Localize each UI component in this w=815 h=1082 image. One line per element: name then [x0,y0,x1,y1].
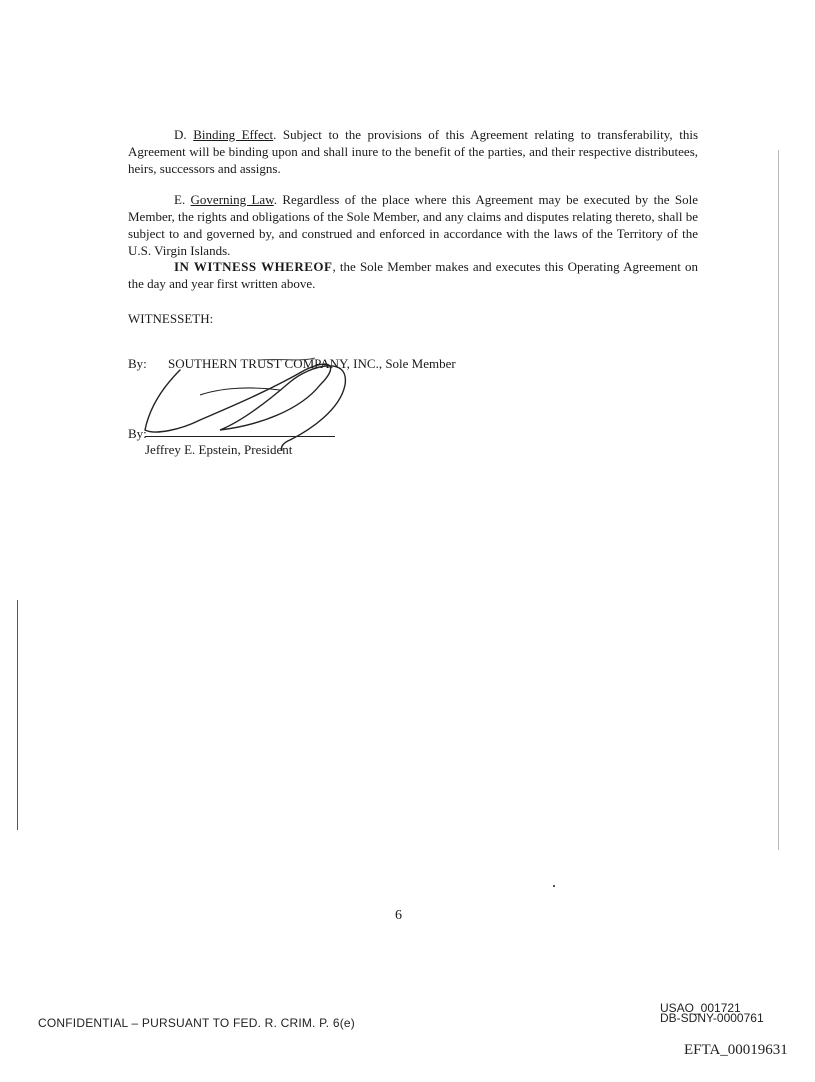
section-heading-binding-effect: Binding Effect [193,127,274,142]
confidential-footer: CONFIDENTIAL – PURSUANT TO FED. R. CRIM. P. 6(e) [38,1016,355,1030]
paragraph-governing-law [128,191,698,259]
by-label: By: [128,426,147,441]
scan-artifact-dot [553,885,555,887]
witnesseth-label: WITNESSETH: [128,311,214,326]
efta-bates-stamp: EFTA_00019631 [684,1042,788,1058]
page-number: 6 [395,908,402,923]
paragraph-body: . Subject to the provisions of this Agreement relating to transferability, this Agreement will be binding upon and shall inure to the benefit of the parties, and their respective distributees, heirs, successors and assigns. [128,127,698,176]
paragraph-prefix: E. [174,192,191,207]
company-name: SOUTHERN TRUST COMPANY, INC., Sole Member [168,356,456,371]
db-sdny-bates-stamp: DB-SDNY-0000761 [660,1011,764,1025]
signer-name: Jeffrey E. Epstein, President [145,442,293,457]
paragraph-prefix: D. [174,127,194,142]
signature-by-line [128,425,147,442]
signature-rule [145,436,335,437]
paragraph-binding-effect [128,126,698,177]
in-witness-heading: IN WITNESS WHEREOF [174,259,333,274]
section-heading-governing-law: Governing Law [190,192,274,207]
paragraph-body: , the Sole Member makes and executes this Operating Agreement on the day and year first written above. [128,259,698,291]
scan-artifact-right-edge [778,150,779,850]
usao-bates-stamp: USAO_001721 [660,1001,741,1015]
paragraph-in-witness [128,258,698,292]
paragraph-body: . Regardless of the place where this Agreement may be executed by the Sole Member, the rights and obligations of the Sole Member, and any claims and disputes relating thereto, shall be subject to and governed by, and construed and enforced in accordance with the laws of the Territory of the U.S. Virgin Islands. [128,192,698,258]
scan-artifact-left-edge [17,600,18,830]
by-label: By: [128,356,147,371]
